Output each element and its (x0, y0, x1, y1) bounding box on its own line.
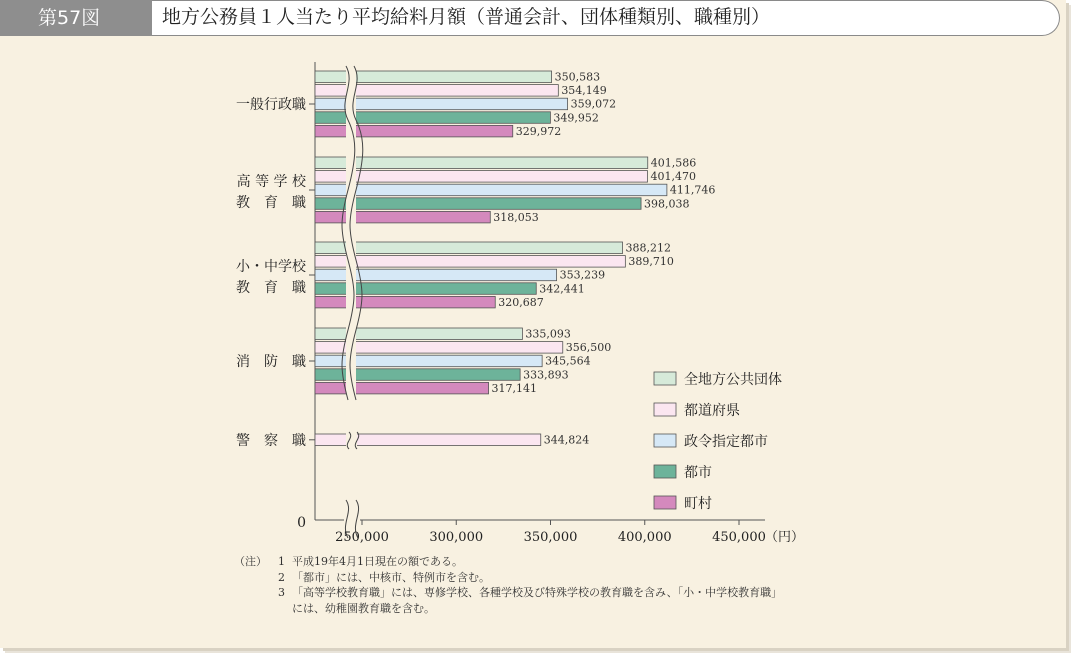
notes-lead: （注） (234, 555, 267, 568)
x-tick-label: 250,000 (335, 530, 389, 545)
figure-number: 第57図 (0, 0, 152, 36)
bar (315, 369, 520, 381)
bar-value-label: 320,687 (498, 295, 544, 309)
bar-value-label: 335,093 (525, 327, 571, 341)
bar-rect (315, 157, 648, 169)
legend-label: 都市 (684, 465, 712, 481)
legend-swatch (654, 434, 676, 447)
note-2 (234, 570, 834, 586)
bar (315, 211, 490, 223)
bar-value-label: 350,583 (554, 70, 601, 84)
bar-value-label: 354,149 (561, 84, 607, 98)
bar-rect (315, 171, 648, 183)
bar-value-label: 398,038 (644, 197, 690, 211)
category-label: 警 察 職 (236, 432, 306, 449)
category-label: 教 育 職 (236, 195, 306, 211)
bar-value-label: 359,072 (570, 97, 617, 111)
bar-rect (315, 211, 490, 223)
bar-value-label: 329,972 (515, 124, 562, 138)
figure-title: 地方公務員１人当たり平均給料月額（普通会計、団体種類別、職種別） (152, 0, 1060, 36)
bar-value-label: 356,500 (565, 341, 612, 355)
legend-label: 全地方公共団体 (684, 372, 782, 388)
bar-value-label: 317,141 (491, 381, 538, 395)
bar-value-label: 389,710 (628, 255, 674, 269)
note-number: 3 (278, 586, 285, 599)
category-label: 高 等 学 校 (236, 174, 306, 190)
bar-value-label: 388,212 (625, 241, 672, 255)
category-label: 消 防 職 (236, 354, 306, 370)
legend-swatch (654, 465, 676, 478)
bar-rect (315, 184, 667, 196)
x-tick-label: 350,000 (523, 530, 578, 545)
legend-label: 都道府県 (684, 403, 740, 419)
x-zero-label: 0 (297, 515, 306, 531)
bar (315, 171, 648, 183)
category-label: 教 育 職 (236, 280, 306, 296)
note-text: 「都市」には、中核市、特例市を含む。 (292, 570, 490, 584)
legend-swatch (654, 372, 676, 385)
category-label: 一般行政職 (236, 97, 306, 113)
bar-value-label: 401,586 (650, 156, 697, 170)
bar-rect (315, 382, 489, 394)
bar-rect (315, 198, 641, 210)
bar-value-label: 411,746 (669, 183, 716, 197)
bar (315, 198, 641, 210)
bar (315, 157, 648, 169)
bar-value-label: 345,564 (545, 354, 591, 368)
bar-value-label: 318,053 (493, 210, 539, 224)
legend-label: 町村 (684, 496, 712, 512)
bar-value-label: 333,893 (523, 368, 569, 382)
legend-label: 政令指定都市 (684, 434, 768, 450)
x-tick-label: 300,000 (429, 530, 484, 545)
note-number: 1 (278, 555, 285, 568)
x-tick-label: 450,000 (712, 530, 766, 545)
bar-value-label: 401,470 (650, 170, 697, 184)
note-number: 2 (278, 570, 285, 584)
bar-value-label: 344,824 (543, 433, 590, 447)
category-label: 小・中学校 (236, 259, 306, 275)
bar-value-label: 342,441 (539, 282, 585, 296)
note-3 (234, 585, 834, 616)
bar (315, 184, 667, 196)
bar-rect (315, 125, 513, 136)
note-text: 「高等学校教育職」には、専修学校、各種学校及び特殊学校の教育職を含み、「小・中学校教育職」 には、幼稚園教育職を含む。 (292, 586, 783, 615)
x-unit-label: （円） (765, 530, 805, 545)
bar (315, 382, 489, 394)
bar-rect (315, 369, 520, 381)
legend-swatch (654, 403, 676, 416)
note-1 (234, 554, 834, 570)
bar-rect (315, 256, 625, 268)
bar (315, 125, 513, 136)
legend-swatch (654, 496, 676, 509)
bar (315, 242, 623, 254)
bar (315, 296, 495, 308)
bar-rect (315, 242, 623, 254)
bar (315, 256, 625, 268)
bar-value-label: 353,239 (559, 268, 606, 282)
x-tick-label: 400,000 (617, 530, 672, 545)
notes (234, 554, 834, 616)
bar-rect (315, 296, 495, 308)
bar-value-label: 349,952 (553, 111, 599, 125)
note-text: 平成19年4月1日現在の額である。 (292, 555, 463, 568)
